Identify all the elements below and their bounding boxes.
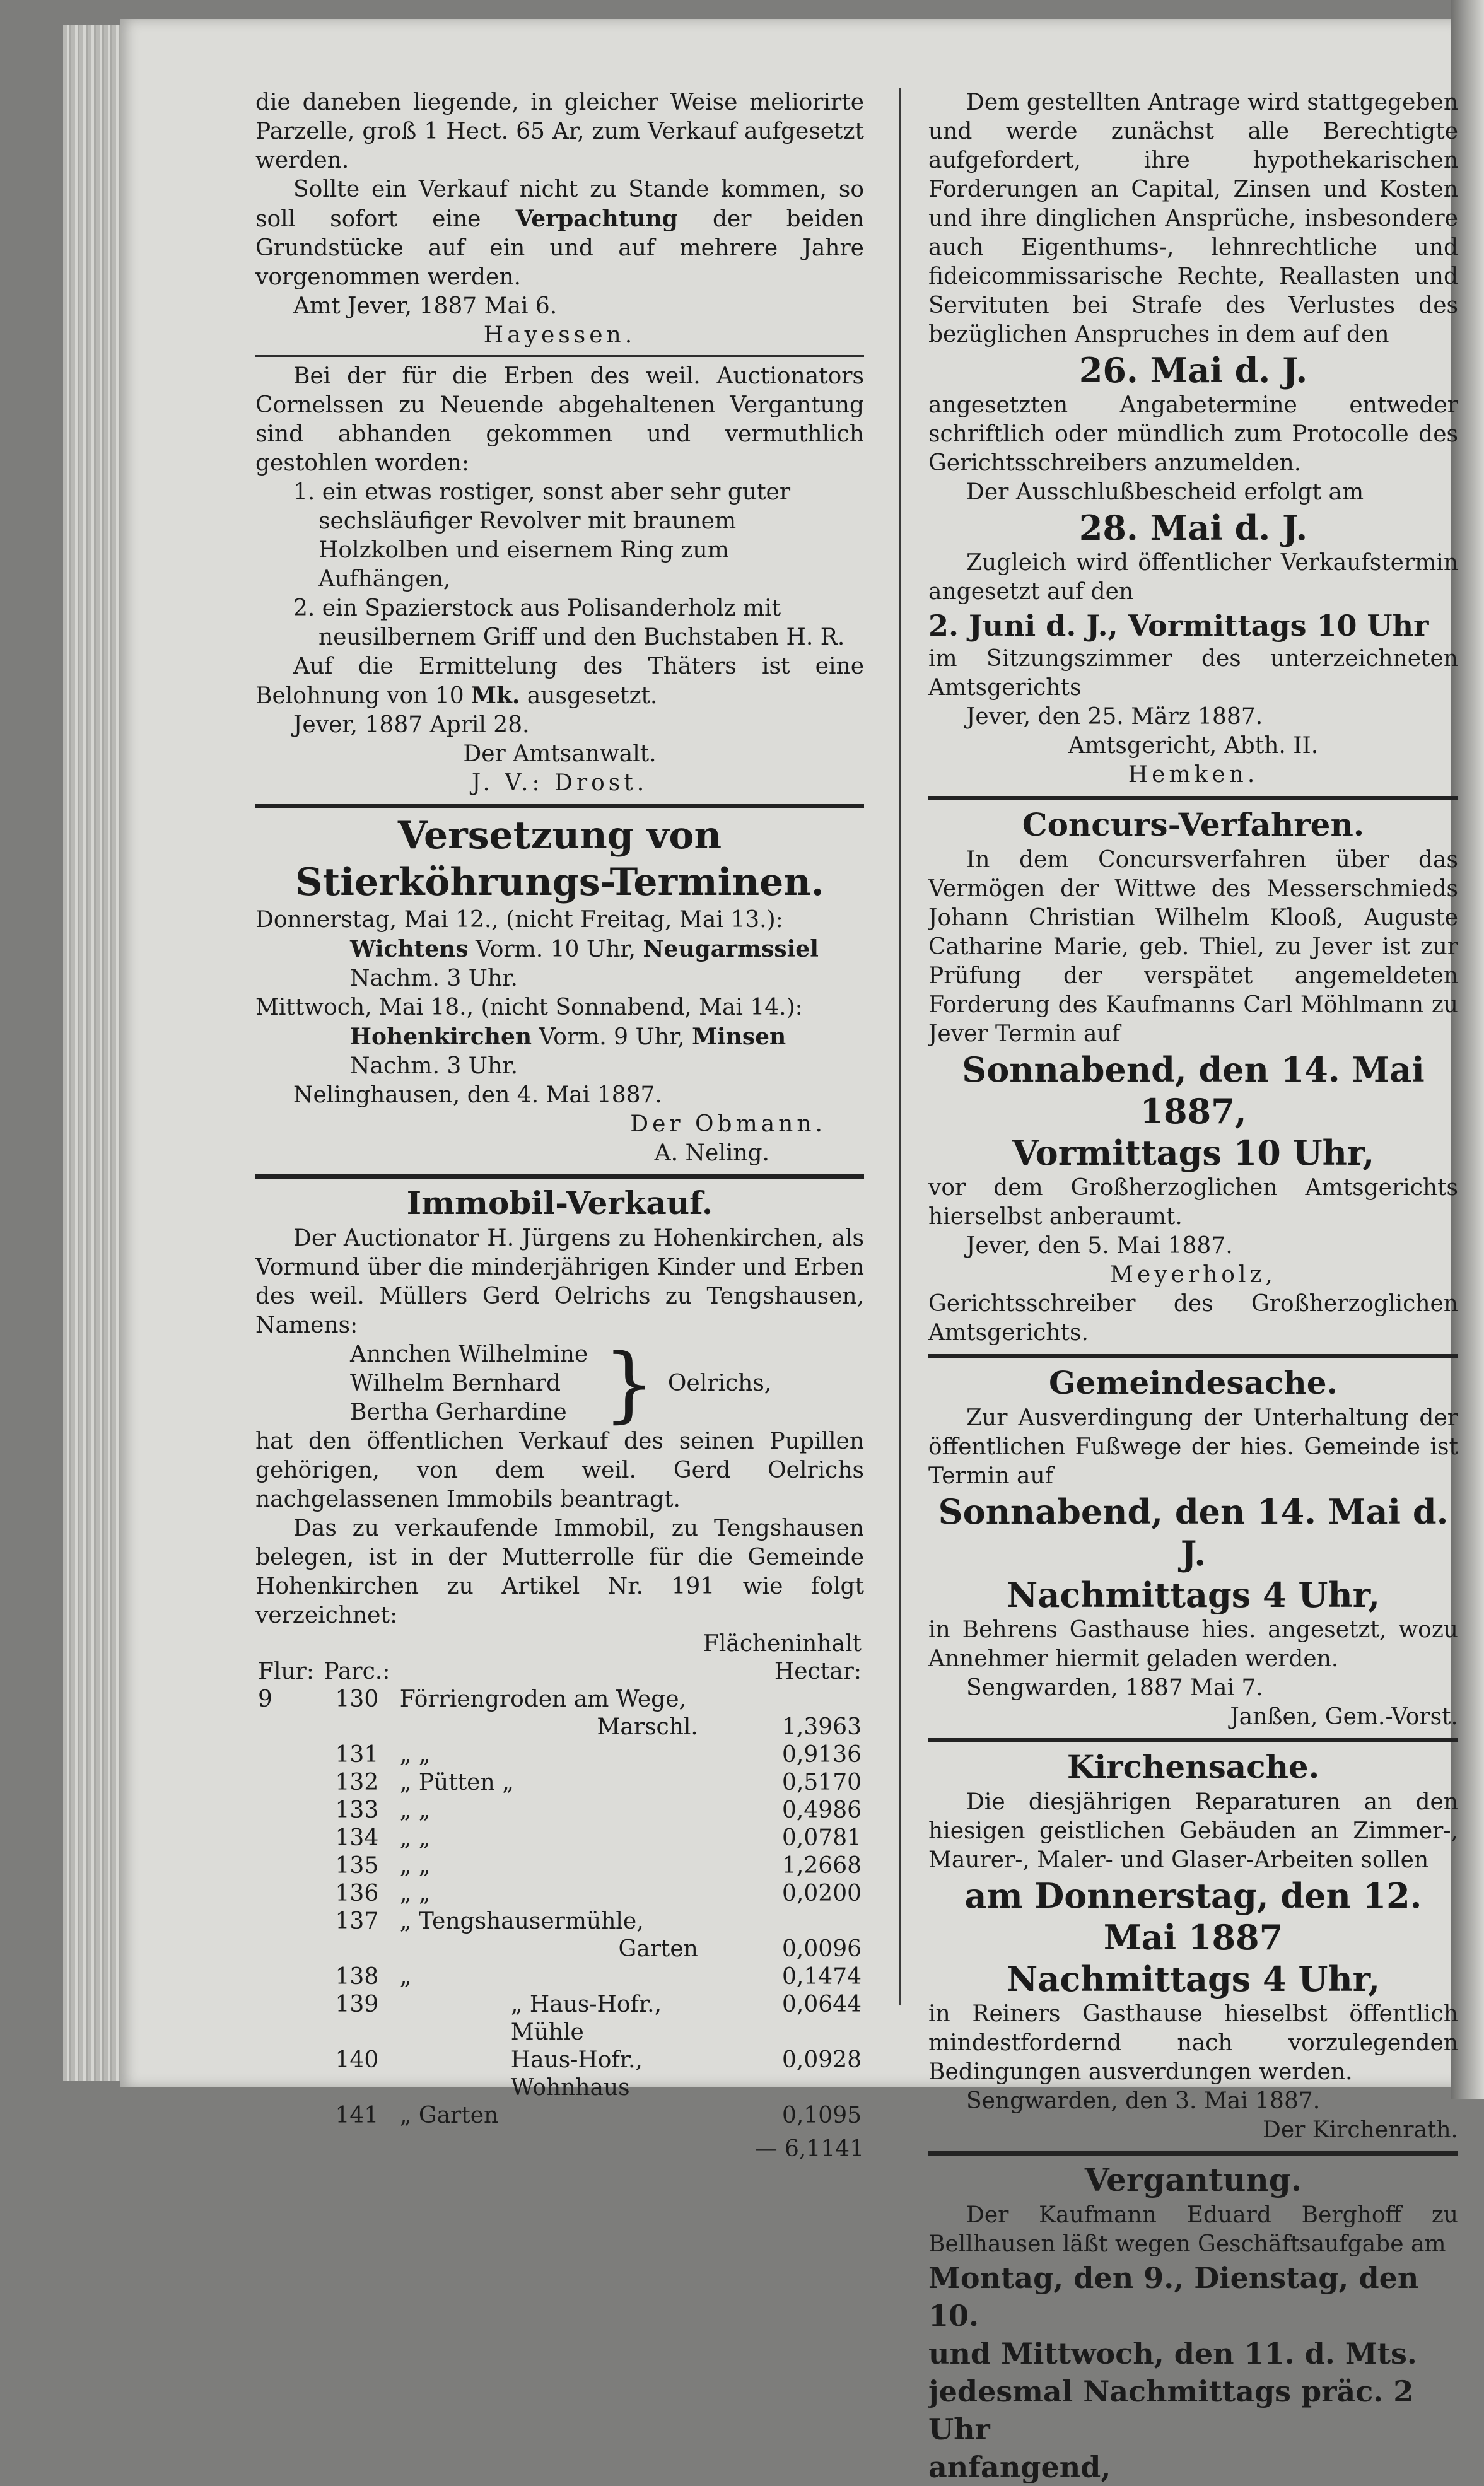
table-row — [255, 2102, 864, 2130]
notice-text: Nachm. 3 Uhr. — [350, 1053, 518, 1079]
flur-cell — [255, 1935, 317, 1963]
notice-text: Sollte ein Verkauf nicht zu Stande kommen, so soll sofort eine Verpachtung der beiden Grundstücke auf ein und auf mehrere Jahre vorgenommen werden. — [255, 177, 864, 290]
section-rule — [255, 355, 864, 357]
parcel-name-cell: „ „ — [399, 1853, 431, 1879]
notice-date-highlight: jedesmal Nachmittags präc. 2 Uhr — [928, 2374, 1414, 2446]
notice-concurs — [928, 804, 1458, 1348]
parcel-number-cell: 135 — [335, 1853, 379, 1879]
area-cell: 0,9136 — [782, 1742, 862, 1768]
table-row — [255, 1769, 864, 1797]
notice-gemeindesache — [928, 1362, 1458, 1732]
notice-date-highlight: 28. Mai d. J. — [1078, 508, 1308, 548]
column-header: Parc.: — [324, 1659, 390, 1684]
section-rule — [928, 796, 1458, 800]
table-row — [255, 1686, 864, 1713]
heir-family-name: Oelrichs, — [667, 1370, 772, 1396]
parcel-name-cell: „ Tengshausermühle, — [399, 1908, 644, 1934]
flur-cell: 9 — [258, 1686, 272, 1712]
notice-date: Sengwarden, 1887 Mai 7. — [966, 1675, 1263, 1701]
notice-immobil-verkauf — [255, 1182, 864, 2164]
notice-text: Der Kaufmann Eduard Berghoff zu Bellhausen läßt wegen Geschäftsaufgabe am — [928, 2202, 1458, 2257]
notice-date-highlight: und Mittwoch, den 11. d. Mts. — [928, 2337, 1417, 2371]
area-cell: 0,1095 — [782, 2103, 862, 2128]
parcel-number-cell: 131 — [335, 1742, 379, 1768]
heir-name: Bertha Gerhardine — [350, 1399, 567, 1425]
parcel-name-cell: „ — [399, 1964, 412, 1990]
parcel-number-cell: 137 — [335, 1908, 379, 1934]
notice-text: vor dem Großherzoglichen Amtsgerichts hierselbst anberaumt. — [928, 1175, 1458, 1230]
notice-stierkoehrung — [255, 812, 864, 1168]
notice-text: Das zu verkaufende Immobil, zu Tengshausen belegen, ist in der Mutterrolle für die Gemeinde Hohenkirchen zu Artikel Nr. 191 wie folgt verzeichnet: — [255, 1515, 864, 1628]
parcel-table — [255, 1630, 864, 2130]
notice-text: Auf die Ermittelung des Thäters ist eine Belohnung von 10 Mk. ausgesetzt. — [255, 653, 864, 709]
notice-text: in Behrens Gasthause hies. angesetzt, wozu Annehmer hiermit geladen werden. — [928, 1617, 1458, 1672]
parcel-name-cell: „ „ — [399, 1742, 431, 1768]
table-row — [255, 1908, 864, 1935]
parcel-number-cell: 139 — [335, 1992, 379, 2017]
notice-signature: J. V.: Drost. — [471, 770, 648, 796]
heirs-names — [350, 1336, 864, 1432]
table-row — [255, 2019, 864, 2046]
area-cell: 0,0928 — [782, 2047, 862, 2073]
flur-cell — [255, 1824, 317, 1852]
table-row — [255, 2074, 864, 2102]
parcel-name-cell: Haus-Hofr., — [510, 2047, 643, 2073]
notice-date: Sengwarden, den 3. Mai 1887. — [966, 2088, 1321, 2114]
notice-vergantung — [928, 2159, 1458, 2486]
section-rule — [255, 1174, 864, 1179]
notice-date-highlight: 2. Juni d. J., Vormittags 10 Uhr — [928, 609, 1429, 643]
area-cell: 0,5170 — [782, 1770, 862, 1795]
notice-text: Zugleich wird öffentlicher Verkaufstermin angesetzt auf den — [928, 550, 1458, 605]
area-cell: 0,0096 — [782, 1936, 862, 1962]
table-row — [255, 1991, 864, 2019]
section-rule — [928, 2151, 1458, 2156]
flur-cell — [255, 1852, 317, 1880]
notice-signature: Hemken. — [1128, 762, 1259, 788]
parcel-name-cell: Förriengroden am Wege, — [399, 1686, 686, 1712]
notice-text: im Sitzungszimmer des unterzeichneten Amtsgerichts — [928, 646, 1458, 701]
notice-date: Jever, den 5. Mai 1887. — [966, 1233, 1233, 1259]
notice-text: Dem gestellten Antrage wird stattgegeben und werde zunächst alle Berechtigte aufgefordert, ihre hypothekarischen Forderungen an Capital, Zinsen und Kosten und ihre dinglichen Ansprüche, insbesondere auch Eigenthums-, lehnrechtliche und fideicommissarische Rechte, Reallasten und Servituten bei Strafe des Verlustes des bezüglichen Anspruches in dem auf den — [928, 90, 1458, 347]
parcel-name-cell: „ „ — [399, 1825, 431, 1851]
section-heading: Concurs-Verfahren. — [1022, 806, 1365, 843]
table-row — [255, 1963, 864, 1991]
area-cell: 1,3963 — [782, 1714, 862, 1740]
parcel-number-cell: 133 — [335, 1797, 379, 1823]
parcel-number-cell: 136 — [335, 1881, 379, 1906]
area-cell: 0,1474 — [782, 1964, 862, 1990]
notice-date-highlight: Nachmittags 4 Uhr, — [1006, 1959, 1381, 1999]
notice-text: Mittwoch, Mai 18., (nicht Sonnabend, Mai 14.): — [255, 995, 803, 1020]
column-header: Flächeninhalt — [703, 1631, 862, 1657]
section-rule — [255, 804, 864, 808]
parcel-name-cell: Wohnhaus — [510, 2075, 630, 2101]
notice-date-highlight: anfangend, — [928, 2450, 1111, 2484]
flur-cell — [255, 1991, 317, 2019]
notice-text: Bei der für die Erben des weil. Auctionators Cornelssen zu Neuende abgehaltenen Vergantung sind abhanden gekommen und vermuthlich gestohlen worden: — [255, 363, 864, 476]
flur-cell — [255, 2102, 317, 2130]
notice-date-highlight: Nachmittags 4 Uhr, — [1006, 1575, 1381, 1615]
section-heading: Versetzung von Stierköhrungs-Terminen. — [295, 814, 824, 904]
table-row — [255, 1713, 864, 1741]
right-column — [928, 88, 1458, 2486]
notice-signature: Amtsgericht, Abth. II. — [1068, 733, 1319, 759]
area-cell: 0,0781 — [782, 1825, 862, 1851]
parcel-name-cell: Garten — [618, 1936, 698, 1962]
notice-date-highlight: Sonnabend, den 14. Mai 1887, — [962, 1049, 1425, 1131]
area-cell — [701, 2074, 864, 2102]
table-row — [255, 1852, 864, 1880]
parcel-number-cell: 132 — [335, 1770, 379, 1795]
notice-kirchensache — [928, 1746, 1458, 2145]
heir-name: Wilhelm Bernhard — [350, 1370, 561, 1396]
heir-name: Annchen Wilhelmine — [350, 1341, 588, 1367]
notice-signature: Meyerholz, — [1110, 1262, 1277, 1288]
parcel-number-cell — [317, 2019, 397, 2046]
notice-date: Jever, den 25. März 1887. — [966, 704, 1263, 730]
parcel-number-cell: 134 — [335, 1825, 379, 1851]
column-divider — [899, 88, 901, 2005]
notice-signature: A. Neling. — [654, 1140, 769, 1166]
flur-cell — [255, 1741, 317, 1769]
parcel-number-cell — [317, 1935, 397, 1963]
parcel-name-cell: „ „ — [399, 1881, 431, 1906]
column-header: Hectar: — [774, 1659, 862, 1684]
notice-theft — [255, 362, 864, 798]
table-row — [255, 1797, 864, 1824]
parcel-name-cell: „ Garten — [399, 2103, 499, 2128]
list-item: 1. ein etwas rostiger, sonst aber sehr guter sechsläufiger Revolver mit braunem Holzkolben und eisernem Ring zum Aufhängen, — [293, 479, 791, 592]
flur-cell — [255, 1713, 317, 1741]
brace-icon: } — [603, 1336, 655, 1432]
notice-text: Die diesjährigen Reparaturen an den hiesigen geistlichen Gebäuden an Zimmer-, Maurer-, Maler- und Glaser-Arbeiten sollen — [928, 1789, 1458, 1873]
section-rule — [928, 1354, 1458, 1358]
notice-signature: Gerichtsschreiber des Großherzoglichen Amtsgerichts. — [928, 1291, 1458, 1346]
flur-cell — [255, 1908, 317, 1935]
flur-cell — [255, 1880, 317, 1908]
column-header: Flur: — [258, 1659, 315, 1684]
area-cell: 0,0200 — [782, 1881, 862, 1906]
area-cell: 0,0644 — [782, 1992, 862, 2017]
area-cell — [701, 1686, 864, 1713]
notice-text: Donnerstag, Mai 12., (nicht Freitag, Mai 13.): — [255, 907, 783, 933]
table-header — [255, 1658, 864, 1686]
parcel-name-cell: „ Pütten „ — [399, 1770, 514, 1795]
notice-signature: Hayessen. — [483, 322, 636, 348]
notice-text: hat den öffentlichen Verkauf des seinen Pupillen gehörigen, von dem weil. Gerd Oelrichs nachgelassenen Immobils beantragt. — [255, 1428, 864, 1512]
area-cell — [701, 1908, 864, 1935]
notice-text: in Reiners Gasthause hieselbst öffentlich mindestfordernd nach vorzulegenden Bedingungen ausverdungen werden. — [928, 2001, 1458, 2085]
notice-text: Hohenkirchen Vorm. 9 Uhr, Minsen — [350, 1024, 786, 1050]
parcel-number-cell — [317, 2074, 397, 2102]
section-heading: Gemeindesache. — [1049, 1364, 1338, 1401]
left-column — [255, 88, 864, 2164]
notice-date-highlight: Montag, den 9., Dienstag, den 10. — [928, 2261, 1419, 2333]
table-header — [255, 1630, 864, 1658]
notice-text: Der Auctionator H. Jürgens zu Hohenkirchen, als Vormund über die minderjährigen Kinder und Erben des weil. Müllers Gerd Oelrichs zu Tengshausen, Namens: — [255, 1225, 864, 1338]
notice-text: angesetzten Angabetermine entweder schriftlich oder mündlich zum Protocolle des Gerichtsschreibers anzumelden. — [928, 392, 1458, 476]
parcel-name-cell: „ „ — [399, 1797, 431, 1823]
area-cell: 0,4986 — [782, 1797, 862, 1823]
notice-text: In dem Concursverfahren über das Vermögen der Wittwe des Messerschmieds Johann Christian Wilhelm Klooß, Auguste Catharine Marie, geb. Thiel, zu Jever ist zur Prüfung der verspätet angemeldeten Forderung des Kaufmanns Carl Möhlmann zu Jever Termin auf — [928, 847, 1458, 1047]
section-heading: Immobil-Verkauf. — [406, 1184, 713, 1222]
notice-signature: Janßen, Gem.-Vorst. — [1230, 1704, 1458, 1730]
flur-cell — [255, 1963, 317, 1991]
notice-parcel-sale — [255, 88, 864, 350]
flur-cell — [255, 1797, 317, 1824]
area-cell: 1,2668 — [782, 1853, 862, 1879]
table-row — [255, 1824, 864, 1852]
table-total: — 6,1141 — [754, 2136, 864, 2162]
notice-signature: Der Obmann. — [630, 1111, 826, 1137]
area-cell — [701, 2019, 864, 2046]
section-heading: Vergantung. — [1084, 2161, 1302, 2198]
flur-cell — [255, 2046, 317, 2074]
notice-signature: Der Kirchenrath. — [1262, 2117, 1458, 2143]
parcel-name-cell: Mühle — [510, 2019, 584, 2045]
notice-date-highlight: Sonnabend, den 14. Mai d. J. — [938, 1491, 1449, 1573]
table-row — [255, 2046, 864, 2074]
parcel-name-cell: „ Haus-Hofr., — [510, 1992, 662, 2017]
notice-text: Der Ausschlußbescheid erfolgt am — [966, 479, 1364, 505]
parcel-name-cell: Marschl. — [597, 1714, 698, 1740]
notice-text: Wichtens Vorm. 10 Uhr, Neugarmssiel — [350, 936, 819, 962]
notice-text: die daneben liegende, in gleicher Weise meliorirte Parzelle, groß 1 Hect. 65 Ar, zum Verkauf aufgesetzt werden. — [255, 90, 864, 173]
parcel-number-cell — [317, 1713, 397, 1741]
flur-cell — [255, 1769, 317, 1797]
notice-date-highlight: 26. Mai d. J. — [1078, 350, 1308, 390]
notice-text: Zur Ausverdingung der Unterhaltung der öffentlichen Fußwege der hies. Gemeinde ist Termin auf — [928, 1405, 1458, 1489]
parcel-number-cell: 140 — [335, 2047, 379, 2073]
parcel-number-cell: 141 — [335, 2103, 379, 2128]
flur-cell — [255, 2019, 317, 2046]
notice-signature: Der Amtsanwalt. — [463, 741, 657, 767]
notice-court — [928, 88, 1458, 790]
notice-date: Nelinghausen, den 4. Mai 1887. — [293, 1082, 662, 1108]
notice-date: Amt Jever, 1887 Mai 6. — [293, 293, 558, 319]
section-rule — [928, 1738, 1458, 1742]
notice-date-highlight: Vormittags 10 Uhr, — [1012, 1133, 1375, 1173]
table-row — [255, 1935, 864, 1963]
list-item: 2. ein Spazierstock aus Polisanderholz mit neusilbernem Griff und den Buchstaben H. R. — [293, 595, 845, 650]
notice-date: Jever, 1887 April 28. — [293, 712, 530, 738]
parcel-number-cell: 138 — [335, 1964, 379, 1990]
notice-text: Nachm. 3 Uhr. — [350, 966, 518, 991]
section-heading: Kirchensache. — [1066, 1748, 1320, 1785]
table-row — [255, 1741, 864, 1769]
parcel-number-cell: 130 — [335, 1686, 379, 1712]
flur-cell — [255, 2074, 317, 2102]
notice-date-highlight: am Donnerstag, den 12. Mai 1887 — [964, 1876, 1422, 1958]
table-row — [255, 1880, 864, 1908]
